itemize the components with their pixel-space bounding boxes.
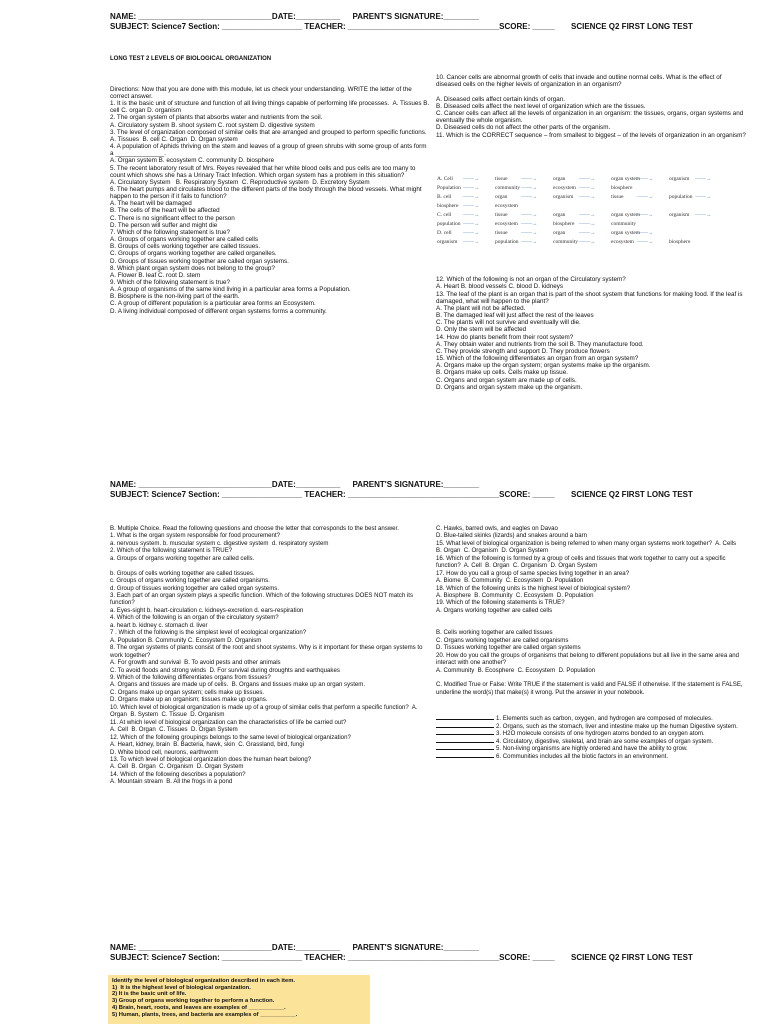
- question-line: C. Hawks, barred owls, and eagles on Davao: [436, 524, 558, 532]
- question-line: B. Biosphere is the non-living part of the earth.: [110, 293, 240, 301]
- arrow-icon: ——→: [521, 194, 538, 200]
- question-line: A. Organs and tissues are made up of cells. B. Organs and tissues make up an organ system.: [110, 681, 366, 689]
- flow-row: [437, 185, 737, 194]
- name-date-line: NAME: ______________________________DATE:__________: [110, 12, 341, 21]
- question-line: C. Organs working together are called organisms: [436, 636, 569, 644]
- answer-blank[interactable]: [436, 757, 494, 758]
- flow-term: biosphere: [669, 239, 691, 245]
- question-line: c. Groups of organs working together are called organisms.: [110, 577, 270, 585]
- test-title: SCIENCE Q2 FIRST LONG TEST: [571, 490, 693, 499]
- arrow-icon: ——→: [579, 221, 596, 227]
- arrow-icon: ——→: [695, 176, 712, 182]
- flow-term: tissue: [495, 230, 508, 236]
- flow-term: organ: [553, 230, 566, 236]
- flow-term: organism: [669, 212, 690, 218]
- flow-term: biosphere: [611, 185, 633, 191]
- question-line: C. A group of different population is a particular area forms an Ecosystem.: [110, 300, 316, 308]
- question-line: 1. What is the organ system responsible for food procurement?: [110, 532, 281, 540]
- question-line: A. Cell B. Organ C. Tissues D. Organ System: [110, 726, 238, 734]
- header-row-1: [110, 12, 479, 22]
- question-line: A. The heart will be damaged: [110, 200, 192, 208]
- arrow-icon: ——→: [637, 239, 654, 245]
- arrow-icon: ——→: [579, 212, 596, 218]
- question-line: 3. The level of organization composed of similar cells that are arranged and grouped to perform specific functions.: [110, 128, 427, 136]
- question-line: 2. The organ system of plants that absorbs water and nutrients from the soil.: [110, 114, 323, 122]
- sequence-flow-options: [437, 176, 737, 262]
- flow-term: population: [669, 194, 693, 200]
- question-line: D. Only the stem will be affected: [436, 326, 527, 334]
- answer-blank[interactable]: [436, 719, 494, 720]
- block1-subtitle: LONG TEST 2 LEVELS OF BIOLOGICAL ORGANIZATION: [110, 56, 272, 63]
- flow-term: ecosystem: [553, 185, 576, 191]
- question-line: C. Cancer cells can affect all the levels of organization in an organism: the tissues, organs, organ systems and eventually the whole organism.: [436, 110, 745, 125]
- question-line: a. Groups of organs working together are called cells.: [110, 554, 255, 562]
- question-line: B. The cells of the heart will be affected: [110, 207, 220, 215]
- question-line: a. heart b. kidney c. stomach d. liver: [110, 621, 208, 629]
- question-line: 2. Which of the following statement is TRUE?: [110, 547, 233, 555]
- question-line: D. A living individual composed of different organ systems forms a community.: [110, 307, 327, 315]
- parent-signature-line: PARENT'S SIGNATURE:________: [352, 480, 480, 489]
- question-line: [110, 562, 428, 569]
- question-line: 1. It is the basic unit of structure and function of all living things capable of performing life processes. A. Tissues B. cell C. organ D. organism: [110, 100, 431, 115]
- flow-row: [437, 203, 737, 212]
- flow-row: [437, 212, 737, 221]
- question-line: [436, 614, 746, 621]
- block1-left-questions: [110, 86, 430, 315]
- question-line: A. Cell B. Organ C. Organism D. Organ System: [110, 763, 244, 771]
- block1-right-bottom: [436, 262, 746, 398]
- true-false-text: 5. Non-living organisms are highly ordered and have the ability to grow.: [496, 745, 688, 753]
- true-false-items: [436, 715, 746, 760]
- arrow-icon: ——→: [695, 194, 712, 200]
- flow-term: organ: [553, 212, 566, 218]
- question-line: b. Groups of cells working together are called tissues.: [110, 569, 255, 577]
- question-line: A. The plant will not be affected.: [436, 304, 526, 312]
- question-line: 16. Which of the following is formed by a group of cells and tissues that work together to carry out a specific function? A. Cell B. Organ C. Organism D. Organ System: [436, 554, 728, 570]
- question-line: 2) It is the basic unit of life.: [112, 991, 187, 998]
- arrow-icon: ——→: [521, 221, 538, 227]
- subject-line: SUBJECT: Science7 Section: __________________ TEACHER: __________________________________SCORE: _____: [110, 953, 555, 962]
- arrow-icon: ——→: [579, 194, 596, 200]
- arrow-icon: ——→: [637, 230, 654, 236]
- question-line: 11. At which level of biological organization can the characteristics of life be carried out?: [110, 718, 347, 726]
- question-line: A. Mountain stream B. All the frogs in a pond: [110, 778, 233, 786]
- true-false-item: [436, 753, 746, 760]
- arrow-icon: ——→: [521, 185, 538, 191]
- name-date-line: NAME: ______________________________DATE:__________: [110, 943, 341, 952]
- test-title: SCIENCE Q2 FIRST LONG TEST: [571, 953, 693, 962]
- arrow-icon: ——→: [463, 221, 480, 227]
- block1-right-top: [436, 60, 746, 146]
- header-row-1b: [110, 480, 479, 490]
- question-line: A. A group of organisms of the same kind living in a particular area forms a Population.: [110, 286, 351, 294]
- question-line: A. Circulatory System B. Respiratory System C. Reproductive system D. Excretory System: [110, 178, 370, 186]
- question-line: 17. How do you call a group of same species living together in an area?: [436, 569, 630, 577]
- answer-blank[interactable]: [436, 749, 494, 750]
- true-false-text: 3. H2O molecule consists of one hydrogen atoms bonded to an oxygen atom.: [496, 730, 705, 738]
- test-title: SCIENCE Q2 FIRST LONG TEST: [571, 22, 693, 31]
- question-line: D. Blue-tailed skinks (lizards) and snakes around a barn: [436, 532, 588, 540]
- question-line: 9. Which of the following statement is true?: [110, 279, 231, 286]
- question-line: C. Organs and organ system are made up of cells.: [436, 376, 577, 384]
- question-line: 13. The leaf of the plant is an organ that is part of the shoot system that functions for making food. If the leaf is damaged, what will happen to the plant?: [436, 290, 745, 305]
- flow-term: biosphere: [437, 203, 459, 209]
- arrow-icon: ——→: [463, 203, 480, 209]
- question-line: 7 . Which of the following is the simplest level of ecological organization?: [110, 629, 307, 637]
- question-line: D. Tissues working together are called organ systems: [436, 644, 581, 652]
- flow-term: organism: [669, 176, 690, 182]
- question-line: [436, 674, 746, 681]
- flow-term: organism: [553, 194, 574, 200]
- question-line: A. Circulatory system B. shoot system C. root system D. digestive system: [110, 121, 315, 129]
- flow-term: A. Cell: [437, 176, 453, 182]
- question-line: [436, 89, 746, 96]
- arrow-icon: ——→: [637, 176, 654, 182]
- flow-term: population: [495, 239, 519, 245]
- question-line: 14. How do plants benefit from their root system?: [436, 333, 574, 341]
- true-false-text: 6. Communities includes all the biotic factors in an environment.: [496, 752, 669, 760]
- question-line: C. Groups of organs working together are called organelles.: [110, 250, 277, 258]
- question-line: 3. Each part of an organ system plays a specific function. Which of the following structures DOES NOT match its function?: [110, 591, 415, 607]
- question-line: B. The damaged leaf will just affect the rest of the leaves: [436, 312, 594, 320]
- flow-term: ecosystem: [495, 203, 518, 209]
- question-line: A. Tissues B. cell C. Organ D. Organ system: [110, 135, 238, 143]
- arrow-icon: ——→: [463, 194, 480, 200]
- question-line: 5. The recent laboratory result of Mrs. Reyes revealed that her white blood cells and pus cells are too many to count which shows she has a Urinary Tract Infection. Which organ system has a problem in this situation?: [110, 164, 418, 179]
- name-date-line: NAME: ______________________________DATE:__________: [110, 480, 341, 489]
- question-line: A. Diseased cells affect certain kinds of organ.: [436, 95, 566, 103]
- question-line: d. Group of tissues working together are called organ systems.: [110, 584, 280, 592]
- true-false-text: 4. Circulatory, digestive, skeletal, and brain are some examples of organ system.: [496, 737, 714, 745]
- question-line: 15. What level of biological organization is being referred to when many organ systems work together? A. Cells B. Organ C. Organism D. Organ System: [436, 539, 742, 555]
- question-line: 10. Which level of biological organization is made up of a group of similar cells that perform a specific function? A. Organ B. System C. Tissue D. Organism: [110, 703, 420, 719]
- question-line: 12. Which of the following groupings belongs to the same level of biological organization?: [110, 733, 351, 741]
- flow-term: organ system: [611, 230, 641, 236]
- question-line: 10. Cancer cells are abnormal growth of cells that invade and outline normal cells. What is the effect of diseased cells on the higher levels of organization in an organism?: [436, 74, 724, 89]
- parent-signature-line: PARENT'S SIGNATURE:________: [352, 943, 480, 952]
- question-line: B. Organs make up cells. Cells make up tissue.: [436, 369, 568, 377]
- question-line: D. The person will suffer and might die: [110, 221, 218, 229]
- arrow-icon: ——→: [463, 239, 480, 245]
- true-false-item: [436, 745, 746, 752]
- question-line: 4) Brain, heart, roots, and leaves are examples of ___________.: [112, 1004, 286, 1011]
- question-line: 15. Which of the following differentiates an organ from an organ system?: [436, 355, 639, 363]
- flow-row: [437, 194, 737, 203]
- question-line: D. White blood cell, neurons, earthworm: [110, 748, 219, 756]
- question-line: A. Groups of organs working together are called cells: [110, 236, 259, 244]
- flow-term: Population: [437, 185, 461, 191]
- header-row-2b: [110, 490, 693, 500]
- question-line: D. Groups of tissues working together are called organ systems.: [110, 257, 289, 265]
- question-line: 6. The heart pumps and circulates blood to the different parts of the body through the blood vessels. What might happen to the person if it fails to function?: [110, 185, 424, 201]
- block2-left-column: [110, 510, 428, 793]
- flow-term: B. cell: [437, 194, 452, 200]
- flow-row: [437, 176, 737, 185]
- arrow-icon: ——→: [579, 176, 596, 182]
- block1-right-bottom-questions: [436, 276, 746, 391]
- flow-term: population: [437, 221, 461, 227]
- question-line: Identify the level of biological organization described in each item.: [112, 978, 295, 984]
- question-line: A. Organs working together are called cells: [436, 606, 553, 614]
- question-line: 19. Which of the following statements is TRUE?: [436, 599, 565, 607]
- question-line: A. Biome B. Community C. Ecosystem D. Population: [436, 577, 584, 585]
- question-line: 7. Which of the following statement is true?: [110, 228, 231, 236]
- question-line: a. nervous system. b. muscular system c. digestive system d. respiratory system: [110, 539, 329, 547]
- question-line: 20. How do you call the groups of organisms that belong to different populations but all live in the same area and interact with one another?: [436, 651, 741, 667]
- block2-left-questions: [110, 525, 428, 786]
- arrow-icon: ——→: [463, 185, 480, 191]
- question-line: C. To avoid floods and strong winds D. For survival during droughts and earthquakes: [110, 666, 340, 674]
- question-line: 1) It is the highest level of biological organization.: [112, 984, 251, 991]
- flow-term: community: [495, 185, 521, 191]
- header-row-1c: [110, 943, 479, 953]
- question-line: A. For growth and survival B. To avoid pests and other animals: [110, 659, 281, 667]
- parent-signature-line: PARENT'S SIGNATURE:________: [352, 12, 480, 21]
- flow-row: [437, 230, 737, 239]
- flow-term: organ: [553, 176, 566, 182]
- question-line: 18. Which of the following units is the highest level of biological system?: [436, 584, 631, 592]
- arrow-icon: ——→: [463, 176, 480, 182]
- flow-term: D. cell: [437, 230, 452, 236]
- flow-term: biosphere: [553, 221, 575, 227]
- flow-term: tissue: [495, 212, 508, 218]
- question-line: A. Flower B. leaf C. root D. stem: [110, 271, 201, 279]
- subject-line: SUBJECT: Science7 Section: __________________ TEACHER: __________________________________SCORE: _____: [110, 22, 555, 31]
- question-line: 8. The organ systems of plants consist of the root and shoot systems. Why is it important for these organ systems to work together?: [110, 644, 425, 659]
- identify-box: [108, 975, 370, 1024]
- flow-row: [437, 239, 737, 248]
- flow-row: [437, 221, 737, 230]
- block1-left-column: [110, 42, 430, 322]
- flow-term: ecosystem: [495, 221, 518, 227]
- question-line: B. Multiple Choice. Read the following questions and choose the letter that corresponds to the best answer.: [110, 524, 399, 532]
- question-line: C. They provide strength and support D. They produce flowers: [436, 347, 610, 355]
- question-line: 13. To which level of biological organization does the human heart belong?: [110, 755, 312, 763]
- question-line: 3) Group of organs working together to perform a function.: [112, 998, 275, 1005]
- true-false-text: 2. Organs, such as the stomach, liver and intestine make up the human Digestive system.: [496, 722, 738, 730]
- question-line: 11. Which is the CORRECT sequence – from smallest to biggest – of the levels of organization in an organism?: [436, 131, 746, 139]
- answer-blank[interactable]: [436, 742, 494, 743]
- question-line: [436, 622, 746, 629]
- question-line: B. Groups of cells working together are called tissues.: [110, 243, 261, 251]
- true-false-item: [436, 730, 746, 737]
- question-line: A. Population B. Community C. Ecosystem D. Organism: [110, 636, 262, 644]
- flow-term: organ system: [611, 176, 641, 182]
- flow-term: community: [553, 239, 579, 245]
- question-line: A. Organs make up the organ system; organ systems make up the organism.: [436, 362, 651, 370]
- header-row-2: [110, 22, 693, 32]
- question-line: D. Organs make up an organism; tissues make up organs.: [110, 696, 268, 704]
- question-line: A. Community B. Ecosphere C. Ecosystem D. Population: [436, 666, 596, 674]
- question-line: B. Cells working together are called tissues: [436, 629, 553, 637]
- flow-term: ecosystem: [611, 239, 634, 245]
- question-line: 4. A population of Aphids thriving on the stem and leaves of a group of green shrubs with some group of ants form a ______________.: [110, 143, 429, 158]
- arrow-icon: ——→: [637, 194, 654, 200]
- question-line: A. Biosphere B. Community C. Ecosystem D. Population: [436, 591, 594, 599]
- arrow-icon: ——→: [637, 212, 654, 218]
- flow-term: tissue: [495, 176, 508, 182]
- question-line: a. Eyes-sight b. heart-circulation c. kidneys-excretion d. ears-respiration: [110, 606, 304, 614]
- answer-blank[interactable]: [436, 727, 494, 728]
- question-line: A. They obtain water and nutrients from the soil B. They manufacture food.: [436, 340, 644, 348]
- flow-term: C. cell: [437, 212, 452, 218]
- question-line: B. Diseased cells affect the next level of organization which are the tissues.: [436, 102, 646, 110]
- true-false-item: [436, 715, 746, 722]
- question-line: 12. Which of the following is not an organ of the Circulatory system?: [436, 276, 626, 284]
- flow-term: tissue: [611, 194, 624, 200]
- question-line: A. Organ system B. ecosystem C. community D. biosphere: [110, 157, 275, 165]
- block2-right-column: [436, 510, 746, 767]
- question-line: 14. Which of the following describes a population?: [110, 770, 246, 778]
- question-line: Directions: Now that you are done with this module, let us check your understanding. WRITE the letter of the correct answer.: [110, 85, 414, 100]
- identify-items: [108, 975, 370, 1021]
- question-line: C. The plants will not survive and eventually will die.: [436, 319, 581, 327]
- arrow-icon: ——→: [579, 185, 596, 191]
- arrow-icon: ——→: [579, 230, 596, 236]
- header-row-2c: [110, 953, 693, 963]
- answer-blank[interactable]: [436, 734, 494, 735]
- question-line: 9. Which of the following differentiates organs from tissues?: [110, 673, 271, 681]
- arrow-icon: ——→: [521, 230, 538, 236]
- flow-term: community: [611, 221, 637, 227]
- arrow-icon: ——→: [463, 212, 480, 218]
- flow-term: organ: [495, 194, 508, 200]
- subject-line: SUBJECT: Science7 Section: __________________ TEACHER: __________________________________SCORE: _____: [110, 490, 555, 499]
- flow-term: organism: [437, 239, 458, 245]
- question-line: 5) Human, plants, trees, and bacteria are examples of ___________.: [112, 1011, 298, 1018]
- question-line: 8. Which plant organ system does not belong to the group?: [110, 264, 275, 272]
- question-line: D. Diseased cells do not affect the other parts of the organism.: [436, 124, 611, 132]
- question-line: A. Heart, kidney, brain B. Bacteria, hawk, skin C. Grassland, bird, fungi: [110, 741, 304, 749]
- question-line: 4. Which of the following is an organ of the circulatory system?: [110, 614, 279, 622]
- question-line: C. Organs make up organ system; cells make up tissues.: [110, 688, 265, 696]
- true-false-item: [436, 738, 746, 745]
- arrow-icon: ——→: [521, 176, 538, 182]
- flow-term: organ system: [611, 212, 641, 218]
- question-line: D. Organs and organ system make up the organism.: [436, 383, 583, 391]
- arrow-icon: ——→: [579, 239, 596, 245]
- arrow-icon: ——→: [463, 230, 480, 236]
- question-line: C. Modified True or False: Write TRUE if the statement is valid and FALSE if otherwise. If the statement is FALSE, underline the word(s) that make(s) it wrong. Put the answer in your notebook.: [436, 681, 745, 696]
- block1-right-top-questions: [436, 74, 746, 138]
- block2-right-questions: [436, 525, 746, 696]
- true-false-text: 1. Elements such as carbon, oxygen, and hydrogen are composed of molecules.: [496, 715, 713, 723]
- question-line: A. Heart B. blood vessels C. blood D. kidneys: [436, 283, 564, 291]
- question-line: C. There is no significant effect to the person: [110, 214, 235, 222]
- arrow-icon: ——→: [521, 239, 538, 245]
- arrow-icon: ——→: [695, 212, 712, 218]
- arrow-icon: ——→: [521, 212, 538, 218]
- true-false-item: [436, 723, 746, 730]
